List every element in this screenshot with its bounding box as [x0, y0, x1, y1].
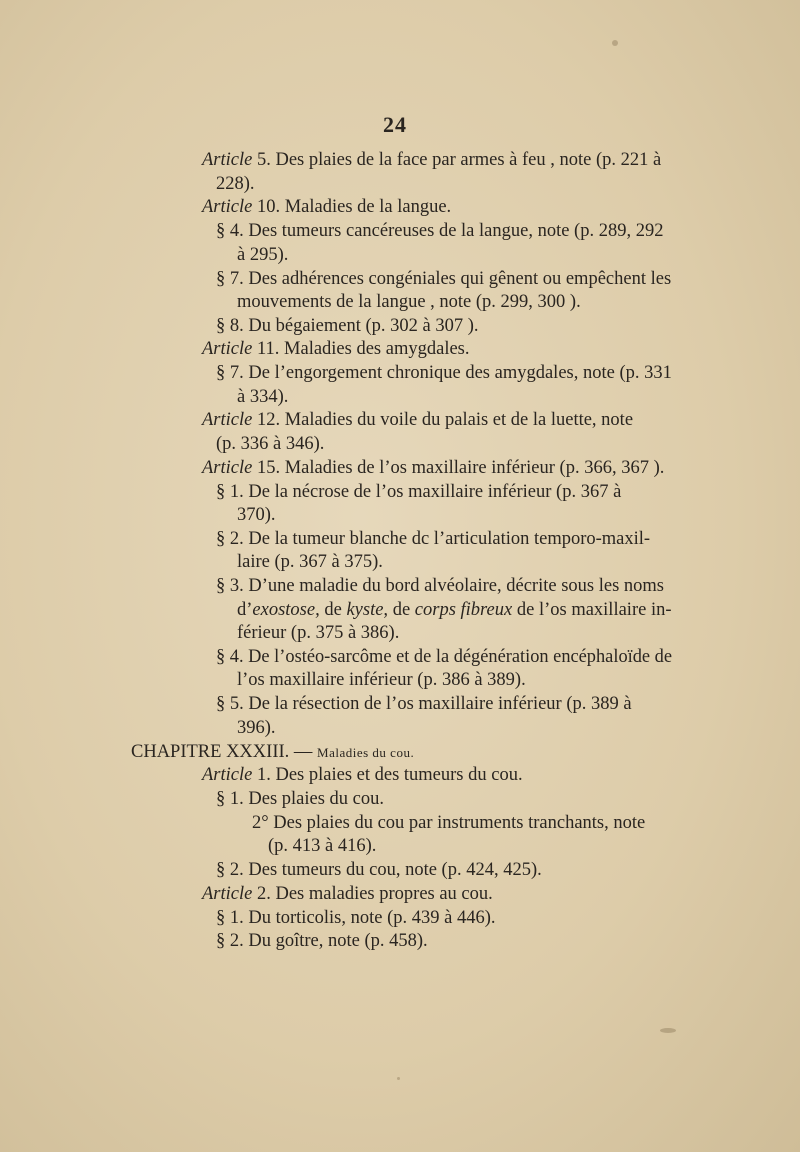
index-line: § 4. De l’ostéo-sarcôme et de la dégénération encéphaloïde de [216, 647, 673, 667]
index-line: § 1. De la nécrose de l’os maxillaire inférieur (p. 367 à [216, 482, 622, 502]
index-line: laire (p. 367 à 375). [237, 552, 383, 572]
index-line: (p. 413 à 416). [268, 836, 377, 856]
paper-stain [660, 1028, 676, 1033]
index-line: Article 12. Maladies du voile du palais et de la luette, note [202, 410, 634, 430]
index-line: à 334). [237, 387, 289, 407]
index-line: § 1. Du torticolis, note (p. 439 à 446). [216, 908, 496, 928]
index-line: Article 2. Des maladies propres au cou. [202, 884, 493, 904]
chapter-heading: CHAPITRE XXXIII. — Maladies du cou. [131, 742, 415, 762]
index-line: § 4. Des tumeurs cancéreuses de la langue, note (p. 289, 292 [216, 221, 664, 241]
index-line: (p. 336 à 346). [216, 434, 325, 454]
page-number: 24 [383, 112, 407, 137]
index-line: § 7. De l’engorgement chronique des amygdales, note (p. 331 [216, 363, 672, 383]
index-line: § 7. Des adhérences congéniales qui gênent ou empêchent les [216, 269, 672, 289]
index-line: Article 15. Maladies de l’os maxillaire inférieur (p. 366, 367 ). [202, 458, 665, 478]
index-line: Article 5. Des plaies de la face par armes à feu , note (p. 221 à [202, 150, 662, 170]
index-line: Article 10. Maladies de la langue. [202, 197, 452, 217]
index-line: § 3. D’une maladie du bord alvéolaire, décrite sous les noms [216, 576, 664, 596]
index-line: § 2. Du goître, note (p. 458). [216, 931, 428, 951]
index-line: 396). [237, 718, 276, 738]
index-line: férieur (p. 375 à 386). [237, 623, 400, 643]
index-line: l’os maxillaire inférieur (p. 386 à 389). [237, 670, 526, 690]
index-line: mouvements de la langue , note (p. 299, 300 ). [237, 292, 581, 312]
paper-stain [612, 40, 618, 46]
index-line: 228). [216, 174, 255, 194]
index-line: § 2. De la tumeur blanche dc l’articulation temporo-maxil- [216, 529, 651, 549]
index-line: 370). [237, 505, 276, 525]
index-line: à 295). [237, 245, 289, 265]
paper-stain [397, 1077, 400, 1080]
index-line: 2° Des plaies du cou par instruments tranchants, note [252, 813, 646, 833]
index-line: d’exostose, de kyste, de corps fibreux de l’os maxillaire in- [237, 600, 672, 620]
index-line: § 8. Du bégaiement (p. 302 à 307 ). [216, 316, 479, 336]
index-line: § 2. Des tumeurs du cou, note (p. 424, 425). [216, 860, 542, 880]
index-line: Article 11. Maladies des amygdales. [202, 339, 470, 359]
index-line: § 1. Des plaies du cou. [216, 789, 385, 809]
index-line: Article 1. Des plaies et des tumeurs du cou. [202, 765, 523, 785]
index-line: § 5. De la résection de l’os maxillaire inférieur (p. 389 à [216, 694, 632, 714]
